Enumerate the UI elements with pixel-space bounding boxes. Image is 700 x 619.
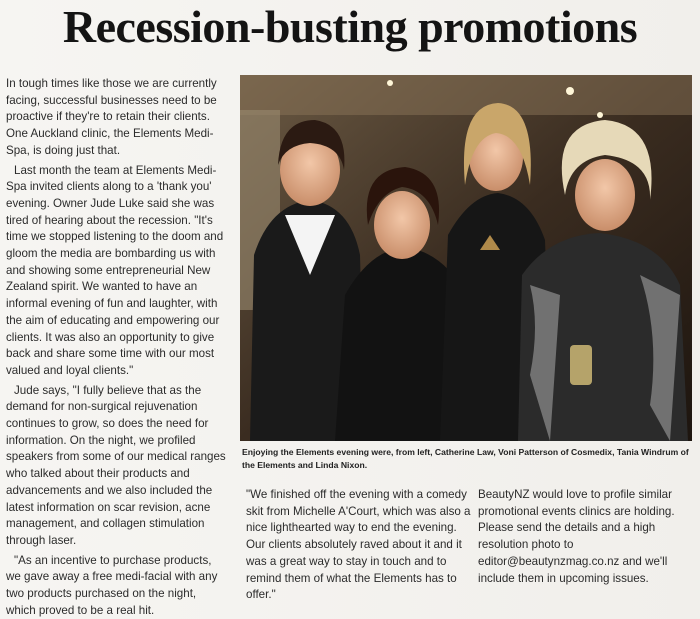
paragraph-comedy: "We finished off the evening with a comedy skit from Michelle A'Court, which was also a nice lighthearted way to end the evening. Our clients absolutely raved about it and it was a great way to stay in touch and to remind them of what the Elements has to offer." (246, 488, 471, 602)
paragraph-call-to-action: BeautyNZ would love to profile similar promotional events clinics are holding. Please send the details and a high resolution photo to editor@beautynzmag.co.nz and we'll include them in upcoming issues. (478, 488, 675, 585)
middle-text-column (246, 487, 474, 607)
photo-caption: Enjoying the Elements evening were, from left, Catherine Law, Voni Patterson of Cosmedix, Tania Windrum of the Elements and Linda Nixon. (242, 447, 689, 470)
article-headline: Recession-busting promotions (62, 1, 638, 52)
paragraph-intro: In tough times like those we are currently facing, successful businesses need to be proactive if they're to retain their clients. One Auckland clinic, the Elements Medi-Spa, is doing just that. (6, 77, 217, 157)
right-text-column (478, 487, 692, 590)
paragraph-event: Last month the team at Elements Medi-Spa invited clients along to a 'thank you' evening. Owner Jude Luke said she was tired of hearing about the recession. "It's time we stopped listening to the doom and gloom the media are bombarding us with and showing some entrepreneurial New Zealand spirit. We wanted to have an informal evening of fun and laughter, with the aim of educating and empowering our clients. It was also an opportunity to give back and share some time with our most valued and loyal clients." (6, 163, 224, 377)
paragraph-jude-says: Jude says, "I fully believe that as the demand for non-surgical rejuvenation continues to grow, so does the need for information. On the night, we profiled speakers from some of our medical ranges who talked about their products and advancements and we also included the latest information on scar revision, acne management, and collagen stimulation through laser. (6, 383, 226, 547)
left-text-column (6, 76, 228, 619)
event-photo (240, 75, 692, 441)
paragraph-incentive: "As an incentive to purchase products, we gave away a free medi-facial with any two products purchased on the night, which proved to be a real hit. (6, 553, 218, 617)
event-photo-illustration (240, 75, 692, 441)
